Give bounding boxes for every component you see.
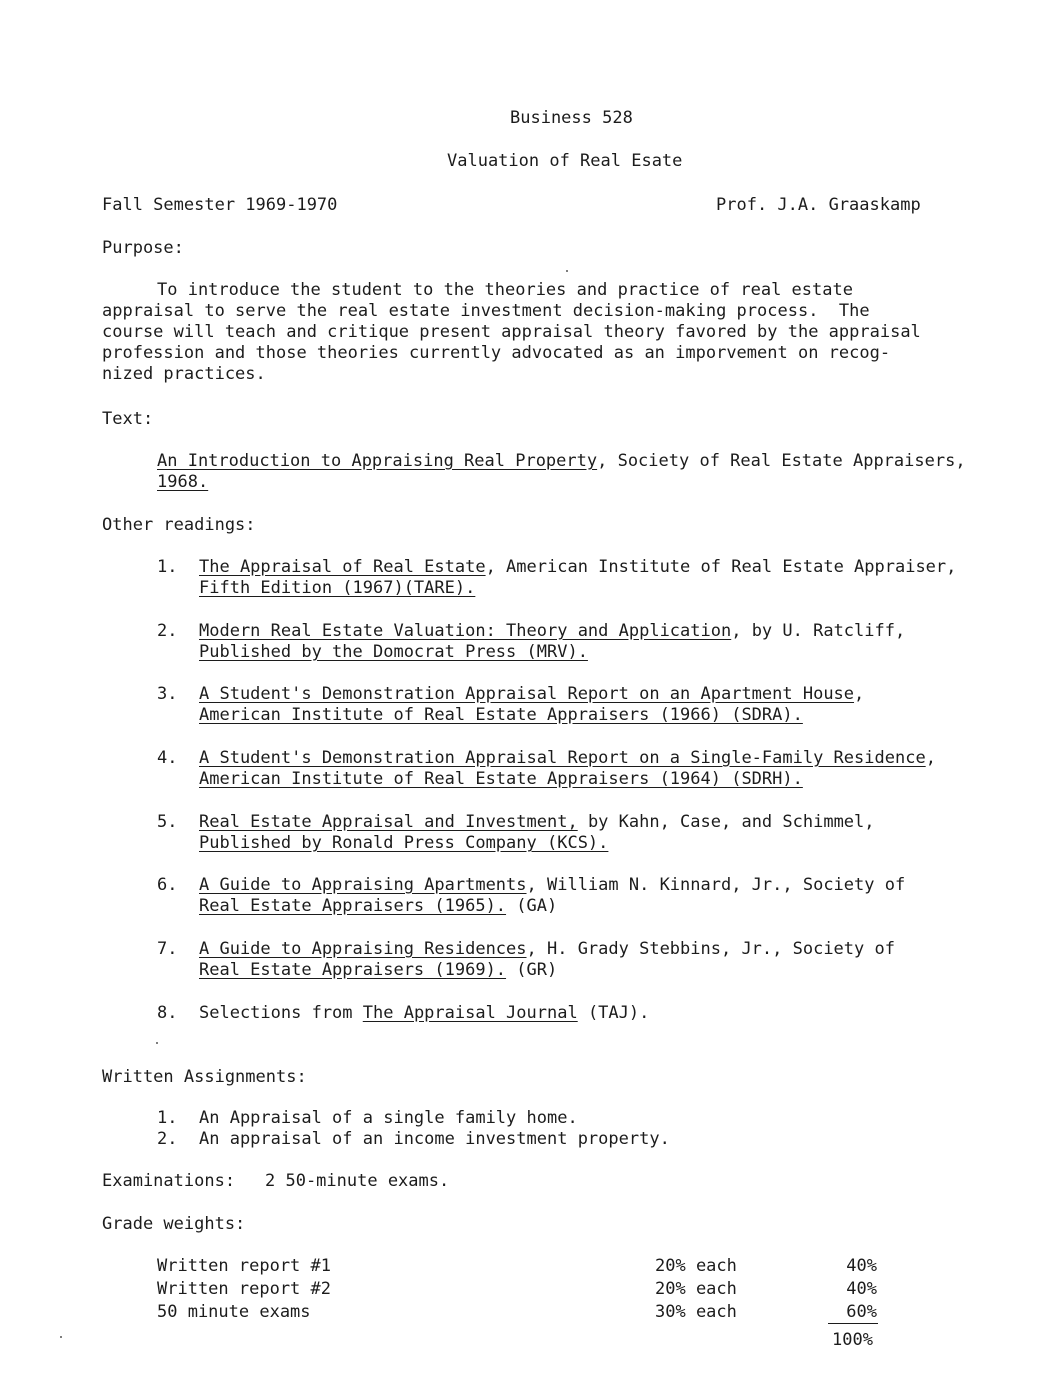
reading-number: 3. [157, 684, 178, 704]
reading-title: A Guide to Appraising Residences [199, 939, 527, 959]
purpose-line: nized practices. [102, 364, 266, 384]
grade-each: 20% each [655, 1279, 737, 1299]
reading-line2: Published by the Domocrat Press (MRV). [199, 642, 588, 662]
scan-speck [156, 1042, 158, 1044]
reading-prefix: Selections from [199, 1003, 363, 1023]
reading-abbrev: (GR) [506, 960, 558, 980]
grade-total: 60% [846, 1302, 877, 1322]
reading-details: by Kahn, Case, and Schimmel, [577, 812, 875, 832]
grade-item: Written report #2 [157, 1279, 331, 1299]
textbook-title: An Introduction to Appraising Real Property [157, 451, 598, 471]
grade-total: 40% [846, 1279, 877, 1299]
examinations-label: Examinations: [102, 1171, 236, 1191]
purpose-line: appraisal to serve the real estate investment decision-making process. The [102, 301, 870, 321]
grade-row [157, 1302, 877, 1324]
textbook-year: 1968. [157, 472, 209, 492]
reading-title: A Guide to Appraising Apartments [199, 875, 527, 895]
reading-title: The Appraisal Journal [362, 1003, 578, 1023]
reading-number: 4. [157, 748, 178, 768]
scan-speck [60, 1336, 62, 1338]
reading-number: 5. [157, 812, 178, 832]
text-heading: Text: [102, 409, 154, 429]
reading-details: , [925, 748, 936, 768]
reading-title: Modern Real Estate Valuation: Theory and Application [199, 621, 732, 641]
reading-number: 8. [157, 1003, 178, 1023]
reading-details: , William N. Kinnard, Jr., Society of [526, 875, 906, 895]
grade-total: 40% [846, 1256, 877, 1276]
grade-each: 20% each [655, 1256, 737, 1276]
reading-abbrev: (GA) [506, 896, 558, 916]
scan-speck [566, 270, 568, 272]
reading-line2: American Institute of Real Estate Appraisers (1966) (SDRA). [199, 705, 803, 725]
reading-title: Real Estate Appraisal and Investment, [199, 812, 578, 832]
purpose-line: profession and those theories currently advocated as an imporvement on recog- [102, 343, 891, 363]
grade-each: 30% each [655, 1302, 737, 1322]
other-readings-heading: Other readings: [102, 515, 256, 535]
reading-number: 6. [157, 875, 178, 895]
reading-details: (TAJ). [577, 1003, 650, 1023]
examinations-value: 2 50-minute exams. [265, 1171, 450, 1191]
assignment-number: 1. [157, 1108, 178, 1128]
reading-number: 7. [157, 939, 178, 959]
purpose-line: course will teach and critique present appraisal theory favored by the appraisal [102, 322, 921, 342]
purpose-heading: Purpose: [102, 238, 184, 258]
reading-title: The Appraisal of Real Estate [199, 557, 486, 577]
reading-line2: Real Estate Appraisers (1965). [199, 896, 507, 916]
reading-number: 2. [157, 621, 178, 641]
reading-title: A Student's Demonstration Appraisal Report on a Single-Family Residence [199, 748, 926, 768]
reading-details: , [854, 684, 865, 704]
textbook-entry [157, 451, 966, 472]
reading-line2: Fifth Edition (1967)(TARE). [199, 578, 476, 598]
reading-details: , H. Grady Stebbins, Jr., Society of [526, 939, 895, 959]
reading-title: A Student's Demonstration Appraisal Report on an Apartment House [199, 684, 855, 704]
reading-line2: Published by Ronald Press Company (KCS). [199, 833, 609, 853]
sum-rule [828, 1323, 878, 1324]
grade-row [157, 1279, 877, 1301]
grade-weights-heading: Grade weights: [102, 1214, 246, 1234]
assignment-number: 2. [157, 1129, 178, 1149]
semester: Fall Semester 1969-1970 [102, 195, 338, 215]
assignment-text: An appraisal of an income investment property. [199, 1129, 670, 1149]
grade-item: Written report #1 [157, 1256, 331, 1276]
grade-item: 50 minute exams [157, 1302, 311, 1322]
textbook-publisher: , Society of Real Estate Appraisers, [597, 451, 966, 471]
grade-sum: 100% [832, 1330, 873, 1350]
assignment-text: An Appraisal of a single family home. [199, 1108, 578, 1128]
reading-details: , American Institute of Real Estate Appraiser, [485, 557, 957, 577]
professor-name: Prof. J.A. Graaskamp [716, 195, 921, 215]
course-number: Business 528 [510, 108, 633, 128]
reading-line2: American Institute of Real Estate Appraisers (1964) (SDRH). [199, 769, 803, 789]
reading-details: , by U. Ratcliff, [731, 621, 906, 641]
course-title: Valuation of Real Esate [447, 151, 683, 171]
grade-row [157, 1256, 877, 1278]
reading-number: 1. [157, 557, 178, 577]
purpose-line: To introduce the student to the theories and practice of real estate [157, 280, 853, 300]
purpose-paragraph [102, 280, 982, 385]
written-assignments-heading: Written Assignments: [102, 1067, 307, 1087]
reading-line2: Real Estate Appraisers (1969). [199, 960, 507, 980]
